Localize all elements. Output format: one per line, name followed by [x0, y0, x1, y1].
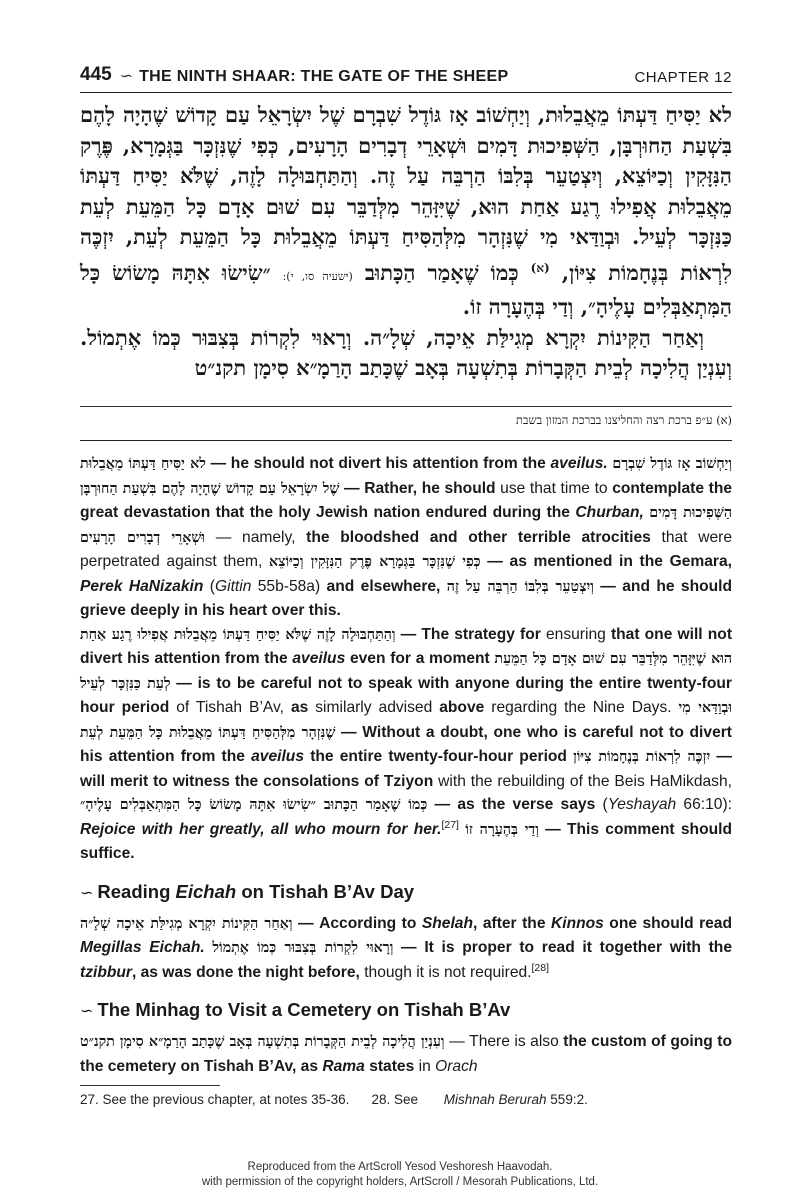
text-italic: aveilus.	[550, 455, 608, 472]
footnote-text: 559:2.	[546, 1092, 588, 1107]
text-italic: Orach	[435, 1057, 478, 1075]
heading-text: Reading	[97, 880, 176, 902]
page-number: 445	[80, 64, 112, 85]
text-bold: — It is proper to read it together with the	[393, 939, 733, 956]
text: use that time to	[495, 479, 613, 497]
header-title: THE NINTH SHAAR: THE GATE OF THE SHEEP	[139, 68, 509, 85]
credit-line-2: with permission of the copyright holders, ArtScroll / Mesorah Publications, Ltd.	[201, 1176, 599, 1188]
footnote-italic: Mishnah Berurah	[443, 1092, 547, 1107]
heading-text: The Minhag to Visit a Cemetery on Tishah B’Av	[97, 999, 511, 1020]
footnote-text: 28. See	[371, 1092, 422, 1107]
english-paragraph-1	[80, 452, 732, 623]
text-bold: the custom of going to the cemetery on Tishah B’Av, as	[80, 1033, 733, 1075]
text-bold: one should read	[603, 914, 733, 932]
text-italic: Kinnos	[550, 914, 604, 932]
hebrew-lemma: הַשְּׁפִיכוּת דָּמִים וּשְׁאָרֵי דְבָרִים הָרָעִים	[80, 505, 733, 546]
section-heading-cemetery	[80, 998, 732, 1024]
text-bold: the entire twenty-four-hour period	[304, 748, 567, 765]
text: (	[595, 796, 608, 813]
footnote-28	[371, 1092, 609, 1107]
text-bold: even for a moment	[345, 650, 490, 667]
text-bold: — is to be careful not to speak with anyone during the entire twenty-four hour period	[80, 674, 732, 716]
text-bold: — as mentioned in the Gemara,	[480, 553, 732, 570]
hebrew-lemma: יִזְכֶּה לִרְאוֹת בְּנֶחָמוֹת צִיּוֹן	[573, 749, 711, 765]
header-ornament-icon: ∽	[119, 68, 134, 85]
text-bold: states	[364, 1057, 415, 1075]
text: — namely,	[205, 528, 307, 546]
text: similarly advised	[308, 699, 440, 716]
text: of Tishah B’Av,	[169, 699, 291, 716]
text-bold: above	[439, 699, 485, 716]
divider	[80, 440, 732, 441]
hebrew-footnote: (א) ע״פ ברכת רצה והחליצנו בברכת המזון בשבת	[80, 406, 732, 427]
english-paragraph-4	[80, 1030, 732, 1078]
text: that were perpetrated against them,	[80, 528, 733, 570]
text-bold: and elsewhere,	[326, 577, 441, 595]
copyright-credit	[0, 1160, 800, 1190]
text-bold: — Without a doubt, one who is careful not to divert his attention from the	[80, 723, 733, 765]
text-bold: — Rather, he should	[339, 479, 496, 497]
text-bold: — will merit to witness the consolations of Tziyon	[80, 748, 733, 790]
text-bold: — The strategy for	[395, 625, 541, 643]
section-ornament-icon: ∽	[80, 1003, 94, 1020]
hebrew-p1-quote: ״שִׂישׂוּ אִתָּהּ מָשׂוֹשׂ כָּל הַמִּתְאַבְּלִים עָלֶיהָ״, וְדַי בְּהֶעָרָה זוֹ.	[80, 259, 732, 319]
hebrew-lemma: וְעִנְיַן הֲלִיכָה לְבֵית הַקְּבָרוֹת בְּתִשְׁעָה בְּאָב שֶׁכָּתַב הָרַמָ״א סִימָן תקנ״ט	[80, 1034, 445, 1050]
footnote-ref[interactable]: [28]	[531, 961, 550, 974]
hebrew-paragraph-2: וְאַחַר הַקִּינוֹת יִקְרָא מְגִילַּת אֵיכָה, שְׁלָ״ה. וְרָאוּי לִקְרוֹת בְּצִבּוּר כְּמוֹ אֶתְמוֹל. וְעִנְיַן הֲלִיכָה לְבֵית הַקְּבָרוֹת בְּתִשְׁעָה בְּאָב שֶׁכָּתַב הָרַמָ״א סִימָן תקנ״ט	[80, 324, 732, 380]
section-ornament-icon: ∽	[80, 884, 94, 902]
text: ensuring	[540, 625, 611, 643]
text-italic: aveilus	[251, 748, 305, 765]
footnote-ref[interactable]: [27]	[441, 818, 459, 831]
text-bold: that one will not divert his attention from the	[80, 625, 733, 667]
hebrew-lemma: וְהַתַּחְבּוּלָה לָזֶה שֶׁלֹּא יַסִּיחַ דַּעְתּוֹ מֵאֲבֵלוּת אֲפִילוּ רֶגַע אַחַת	[80, 626, 396, 643]
text: — There is also	[444, 1033, 564, 1050]
running-header	[80, 56, 732, 93]
hebrew-lemma: כְּפִי שֶׁנִּזְכָּר בַּגְּמָרָא פֶּרֶק הַנִּזָּקִין וְכַיּוֹצֵא	[269, 554, 481, 570]
hebrew-lemma: וְרָאוּי לִקְרוֹת בְּצִבּוּר כְּמוֹ אֶתְמוֹל	[212, 940, 394, 956]
hebrew-lemma: וְיִצְטַעֵר בְּלִבּוֹ הַרְבֵּה עַל זֶה	[446, 578, 594, 595]
english-paragraph-2	[80, 623, 732, 866]
text: 66:10):	[676, 796, 732, 813]
hebrew-lemma: כְּמוֹ שֶׁאָמַר הַכָּתוּב ״שִׂישׂוּ אִתָּהּ מָשׂוֹשׂ כָּל הַמִּתְאַבְּלִים עָלֶיהָ״	[80, 797, 428, 813]
text-bold: — and he should grieve deeply in his heart over this.	[80, 577, 733, 619]
hebrew-lemma: לא יַסִּיחַ דַּעְתּוֹ מֵאֲבֵלוּת	[80, 456, 206, 472]
hebrew-lemma: וְיַחְשׁוֹב אָז גּוֹדֶל שִׁבְרָם שֶׁל יִשְׂרָאֵל עַם קָדוֹשׁ שֶׁהָיָה לָהֶם בִּשְׁעַת הַחוּרְבָּן	[80, 456, 732, 497]
footnote-27: 27. See the previous chapter, at notes 35-36.	[80, 1092, 350, 1107]
text: (	[203, 577, 215, 595]
text: in	[414, 1057, 436, 1075]
text-bold: , as was done the night before,	[131, 963, 360, 981]
text-italic: Churban,	[575, 504, 644, 521]
text-bold: contemplate the great devastation that the holy Jewish nation endured during the	[80, 479, 733, 521]
text-italic: Gittin	[214, 577, 252, 595]
text-bold: , after the	[473, 914, 551, 932]
heading-italic: Eichah	[175, 880, 237, 902]
credit-line-1: Reproduced from the ArtScroll Yesod Veshoresh Haavodah.	[247, 1161, 553, 1173]
hebrew-source-text	[80, 100, 732, 384]
header-chapter: CHAPTER 12	[634, 69, 732, 86]
hebrew-note-marker: (א)	[530, 260, 550, 275]
text: 55b-58a)	[251, 577, 327, 595]
text-italic: Perek HaNizakin	[80, 577, 204, 595]
hebrew-p1-text: לא יַסִּיחַ דַּעְתּוֹ מֵאֲבֵלוּת, וְיַחְשׁוֹב אָז גּוֹדֶל שִׁבְרָם שֶׁל יִשְׂרָאֵל עַם קָדוֹשׁ שֶׁהָיָה לָהֶם בִּשְׁעַת הַחוּרְבָּן, הַשְּׁפִיכוּת דָּמִים וּשְׁאָרֵי דְבָרִים הָרָעִים, כְּפִי שֶׁנִּזְכָּר בַּגְּמָרָא, פֶּרֶק הַנִּזָּקִין וְכַיּוֹצֵא, וְיִצְטַעֵר בְּלִבּוֹ הַרְבֵּה עַל זֶה. וְהַתַּחְבּוּלָה לָזֶה, שֶׁלֹּא יַסִּיחַ דַּעְתּוֹ מֵאֲבֵלוּת אֲפִילוּ רֶגַע אַחַת הוּא, שֶׁיִּזָּהֵר מִלְּדַבֵּר עִם שׁוּם אָדָם כָּל הַמֵּעֵת לְעֵת כַּנִּזְכָּר לְעֵיל. וּבְוַדַּאי מִי שֶׁנִּזְהָר מִלְּהַסִּיחַ דַּעְתּוֹ מֵאֲבֵלוּת כָּל הַמֵּעֵת לְעֵת, יִזְכֶּה לִרְאוֹת בְּנֶחָמוֹת צִיּוֹן,	[80, 102, 733, 285]
text-bold: — This comment should suffice.	[80, 820, 732, 862]
section-heading-eichah	[80, 880, 732, 906]
hebrew-p1-end: כְּמוֹ שֶׁאָמַר הַכָּתוּב	[364, 259, 519, 285]
text-bold: the bloodshed and other terrible atrocities	[306, 528, 651, 546]
text-bold: — he should not divert his attention from the	[205, 455, 551, 472]
hebrew-p1-source: (ישעיה סו, י):	[282, 269, 353, 283]
hebrew-lemma: וּבְוַדַּאי מִי שֶׁנִּזְהָר מִלְּהַסִּיחַ דַּעְתּוֹ מֵאֲבֵלוּת כָּל הַמֵּעֵת לְעֵת	[80, 700, 732, 741]
heading-text: on Tishah B’Av Day	[236, 880, 415, 902]
footnotes	[80, 1092, 732, 1107]
text-bold: — as the verse says	[427, 796, 596, 813]
hebrew-lemma: הוּא שֶׁיִּזָּהֵר מִלְּדַבֵּר עִם שׁוּם אָדָם כָּל הַמֵּעֵת לְעֵת כַּנִּזְכָּר לְעֵיל	[80, 651, 733, 692]
text-bold: — According to	[292, 914, 422, 932]
footnote-divider	[80, 1085, 220, 1086]
text-italic: aveilus	[292, 650, 346, 667]
text: regarding the Nine Days.	[484, 699, 672, 716]
text-bold: as	[290, 699, 309, 716]
text-italic: Yeshayah	[607, 796, 677, 813]
text: though it is not required.	[359, 963, 532, 981]
text-italic: Rejoice with her greatly, all who mourn for her.	[80, 820, 442, 838]
hebrew-lemma: וְדַי בְּהֶעָרָה זוֹ	[465, 821, 539, 838]
text-italic: Rama	[322, 1057, 365, 1075]
english-paragraph-3	[80, 912, 732, 985]
text-italic: Shelah	[421, 914, 474, 932]
english-commentary	[80, 452, 732, 1078]
hebrew-lemma: וְאַחַר הַקִּינוֹת יִקְרָא מְגִילַּת אֵיכָה שְׁלָ״ה	[80, 915, 293, 932]
text-italic: tzibbur	[80, 963, 132, 981]
text-italic: Megillas Eichah.	[80, 939, 205, 956]
text: with the rebuilding of the Beis HaMikdash,	[433, 772, 732, 790]
hebrew-paragraph-1	[80, 100, 732, 323]
